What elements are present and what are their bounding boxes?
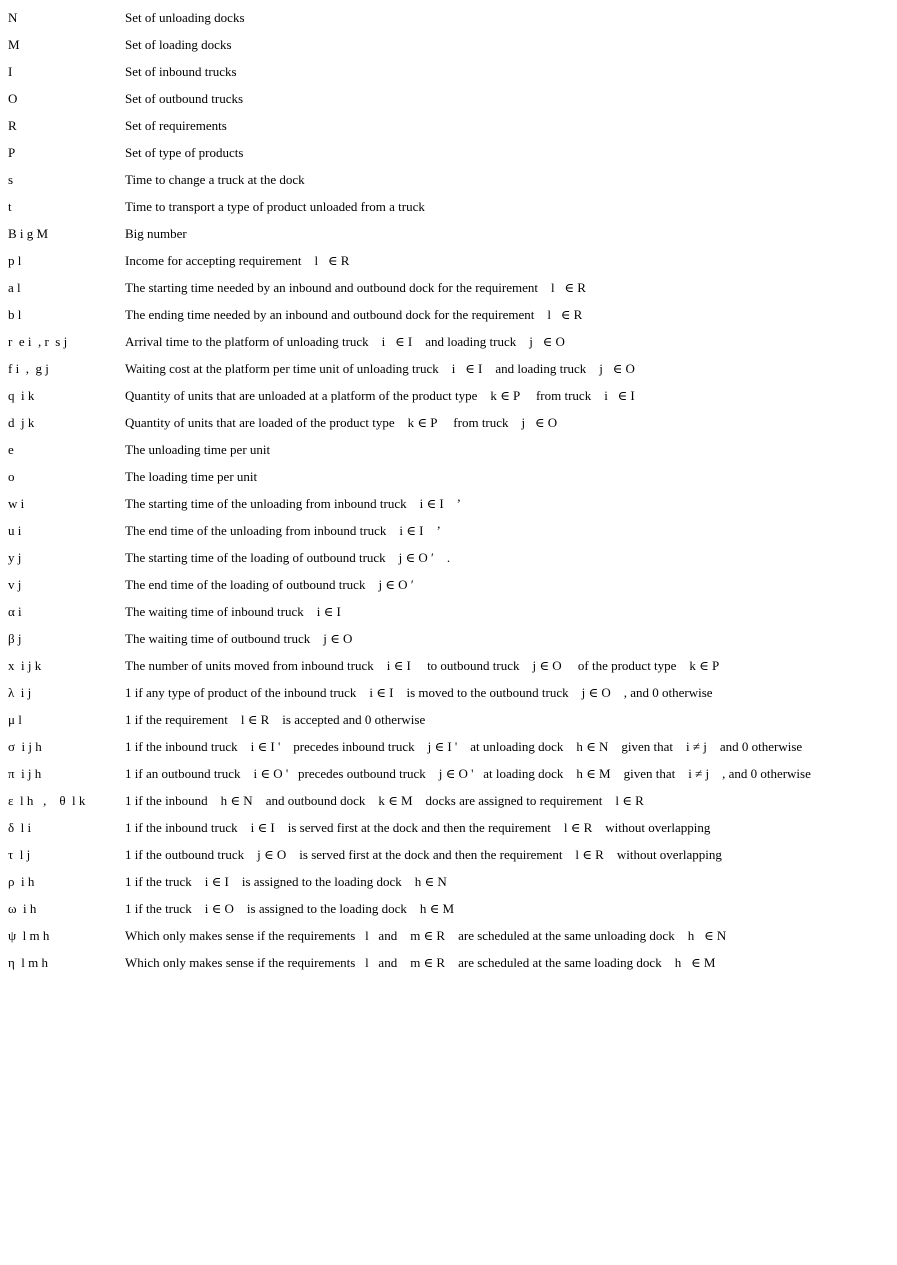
notation-symbol: f i , g j: [8, 361, 49, 376]
notation-symbol: w i: [8, 496, 25, 511]
notation-symbol: y j: [8, 550, 22, 565]
notation-row: [8, 36, 893, 63]
notation-symbol: R: [8, 118, 17, 133]
notation-symbol: τ l j: [8, 847, 31, 862]
notation-description: Quantity of units that are loaded of the product type k ∈ P from truck j ∈ O: [125, 415, 558, 430]
notation-symbol: B i g M: [8, 226, 49, 241]
notation-description: The ending time needed by an inbound and outbound dock for the requirement l ∈ R: [125, 307, 583, 322]
notation-row: [8, 252, 893, 279]
notation-description: Quantity of units that are unloaded at a platform of the product type k ∈ P from truck i ∈ I: [125, 388, 635, 403]
notation-row: [8, 144, 893, 171]
notation-symbol: r e i , r s j: [8, 334, 68, 349]
notation-description: Which only makes sense if the requirements l and m ∈ R are scheduled at the same loading dock h ∈ M: [125, 955, 716, 970]
notation-description: 1 if the requirement l ∈ R is accepted and 0 otherwise: [125, 712, 426, 727]
notation-symbol: s: [8, 172, 14, 187]
notation-description: Arrival time to the platform of unloading truck i ∈ I and loading truck j ∈ O: [125, 334, 565, 349]
notation-description: Income for accepting requirement l ∈ R: [125, 253, 350, 268]
notation-description: The unloading time per unit: [125, 442, 271, 457]
notation-symbol: t: [8, 199, 12, 214]
notation-table: [8, 9, 893, 981]
notation-description: The end time of the unloading from inbound truck i ∈ I ’: [125, 523, 441, 538]
notation-symbol: u i: [8, 523, 22, 538]
notation-row: [8, 468, 893, 495]
notation-row: [8, 792, 893, 819]
notation-symbol: v j: [8, 577, 22, 592]
notation-row: [8, 765, 893, 792]
notation-symbol: e: [8, 442, 14, 457]
notation-row: [8, 198, 893, 225]
notation-description: The waiting time of inbound truck i ∈ I: [125, 604, 341, 619]
notation-row: [8, 387, 893, 414]
notation-row: [8, 117, 893, 144]
notation-row: [8, 9, 893, 36]
notation-description: Which only makes sense if the requirements l and m ∈ R are scheduled at the same unloading dock h ∈ N: [125, 928, 727, 943]
notation-description: The end time of the loading of outbound truck j ∈ O ′: [125, 577, 414, 592]
notation-description: Set of inbound trucks: [125, 64, 237, 79]
notation-description: The loading time per unit: [125, 469, 258, 484]
notation-row: [8, 306, 893, 333]
notation-row: [8, 927, 893, 954]
notation-symbol: N: [8, 10, 18, 25]
notation-symbol: σ i j h: [8, 739, 42, 754]
notation-symbol: a l: [8, 280, 21, 295]
notation-symbol: ψ l m h: [8, 928, 50, 943]
notation-symbol: o: [8, 469, 15, 484]
notation-symbol: λ i j: [8, 685, 32, 700]
notation-symbol: I: [8, 64, 13, 79]
notation-row: [8, 873, 893, 900]
notation-symbol: ρ i h: [8, 874, 35, 889]
notation-row: [8, 495, 893, 522]
notation-symbol: M: [8, 37, 20, 52]
notation-symbol: P: [8, 145, 16, 160]
notation-symbol: μ l: [8, 712, 22, 727]
notation-symbol: β j: [8, 631, 22, 646]
notation-symbol: α i: [8, 604, 22, 619]
notation-row: [8, 333, 893, 360]
notation-symbol: π i j h: [8, 766, 42, 781]
notation-row: [8, 414, 893, 441]
notation-description: The waiting time of outbound truck j ∈ O: [125, 631, 353, 646]
notation-row: [8, 225, 893, 252]
notation-row: [8, 279, 893, 306]
notation-row: [8, 711, 893, 738]
notation-description: Waiting cost at the platform per time unit of unloading truck i ∈ I and loading truck j ∈ O: [125, 361, 635, 376]
notation-symbol: ω i h: [8, 901, 37, 916]
notation-row: [8, 657, 893, 684]
notation-description: The starting time of the unloading from inbound truck i ∈ I ’: [125, 496, 462, 511]
notation-description: 1 if the inbound truck i ∈ I ' precedes inbound truck j ∈ I ' at unloading dock h ∈ N given that i ≠ j and 0 otherwise: [125, 739, 803, 754]
notation-row: [8, 900, 893, 927]
notation-row: [8, 63, 893, 90]
notation-description: 1 if the inbound h ∈ N and outbound dock k ∈ M docks are assigned to requirement l ∈ R: [125, 793, 644, 808]
notation-description: 1 if an outbound truck i ∈ O ' precedes outbound truck j ∈ O ' at loading dock h ∈ M given that i ≠ j , and 0 otherwise: [125, 766, 811, 781]
notation-row: [8, 738, 893, 765]
notation-row: [8, 819, 893, 846]
notation-description: 1 if any type of product of the inbound truck i ∈ I is moved to the outbound truck j ∈ O , and 0 otherwise: [125, 685, 713, 700]
notation-row: [8, 684, 893, 711]
notation-symbol: η l m h: [8, 955, 49, 970]
notation-description: 1 if the truck i ∈ O is assigned to the loading dock h ∈ M: [125, 901, 455, 916]
notation-row: [8, 576, 893, 603]
notation-description: 1 if the outbound truck j ∈ O is served first at the dock and then the requirement l ∈ R without overlapping: [125, 847, 722, 862]
notation-description: The starting time of the loading of outbound truck j ∈ O ′ .: [125, 550, 451, 565]
notation-symbol: d j k: [8, 415, 35, 430]
notation-description: Big number: [125, 226, 187, 241]
notation-description: The number of units moved from inbound truck i ∈ I to outbound truck j ∈ O of the product type k ∈ P: [125, 658, 720, 673]
notation-description: Set of loading docks: [125, 37, 232, 52]
notation-row: [8, 360, 893, 387]
notation-description: Set of unloading docks: [125, 10, 245, 25]
notation-description: Set of requirements: [125, 118, 227, 133]
notation-symbol: q i k: [8, 388, 35, 403]
notation-description: The starting time needed by an inbound and outbound dock for the requirement l ∈ R: [125, 280, 586, 295]
notation-symbol: x i j k: [8, 658, 42, 673]
notation-description: 1 if the truck i ∈ I is assigned to the loading dock h ∈ N: [125, 874, 447, 889]
notation-row: [8, 954, 893, 981]
notation-description: Time to transport a type of product unloaded from a truck: [125, 199, 425, 214]
notation-row: [8, 90, 893, 117]
notation-row: [8, 603, 893, 630]
notation-symbol: δ l i: [8, 820, 32, 835]
notation-symbol: p l: [8, 253, 22, 268]
notation-description: Set of type of products: [125, 145, 244, 160]
notation-row: [8, 171, 893, 198]
notation-symbol: ε l h , θ l k: [8, 793, 86, 808]
notation-row: [8, 549, 893, 576]
notation-description: 1 if the inbound truck i ∈ I is served first at the dock and then the requirement l ∈ R without overlapping: [125, 820, 711, 835]
notation-description: Set of outbound trucks: [125, 91, 244, 106]
notation-row: [8, 630, 893, 657]
notation-symbol: O: [8, 91, 18, 106]
notation-row: [8, 522, 893, 549]
notation-row: [8, 846, 893, 873]
notation-symbol: b l: [8, 307, 22, 322]
notation-description: Time to change a truck at the dock: [125, 172, 305, 187]
notation-row: [8, 441, 893, 468]
